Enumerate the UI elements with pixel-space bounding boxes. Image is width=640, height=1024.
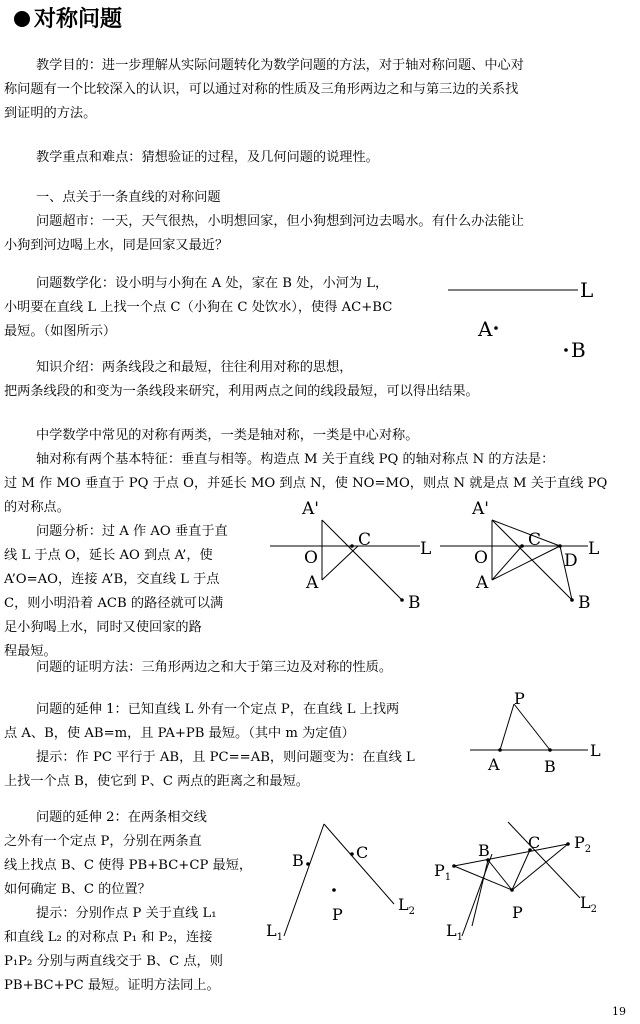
label-o: O bbox=[474, 548, 488, 568]
segment-cp bbox=[512, 850, 530, 890]
bullet-icon bbox=[14, 11, 30, 27]
knowledge-line-1: 知识介绍：两条线段之和最短，往往利用对称的思想， bbox=[36, 360, 353, 375]
label-a: A bbox=[478, 317, 493, 341]
label-a-prime: A' bbox=[302, 499, 319, 519]
line-l2 bbox=[508, 822, 580, 898]
point-p1 bbox=[452, 864, 456, 868]
analysis-line-1: 问题分析：过 A 作 AO 垂直于直 bbox=[36, 524, 228, 539]
extension2-hint-3: P₁P₂ 分别与两直线交于 B、C 点，则 bbox=[4, 954, 223, 969]
point-d bbox=[558, 544, 562, 548]
extension2-line-3: 线上找点 B、C 使得 PB+BC+CP 最短， bbox=[4, 858, 253, 873]
label-a: A bbox=[306, 573, 319, 593]
analysis-line-4: C，则小明沿着 ACB 的路径就可以满 bbox=[4, 596, 224, 611]
point-c bbox=[350, 852, 354, 856]
point-b bbox=[564, 348, 568, 352]
label-c: C bbox=[528, 833, 541, 852]
point-a bbox=[498, 748, 502, 752]
line-l1 bbox=[284, 824, 324, 936]
section-heading: 一、点关于一条直线的对称问题 bbox=[36, 190, 221, 205]
point-b bbox=[400, 598, 404, 602]
mathify-line-2: 小明要在直线 L 上找一个点 C（小狗在 C 处饮水），使得 AC+BC bbox=[4, 300, 393, 315]
mathify-line-3: 最短。（如图所示） bbox=[4, 324, 117, 339]
analysis-line-6: 程最短。 bbox=[4, 644, 57, 659]
extension2-line-2: 之外有一个定点 P，分别在两条直 bbox=[4, 834, 202, 849]
symmetry-line-1: 中学数学中常见的对称有两类，一类是轴对称，一类是中心对称。 bbox=[36, 428, 419, 443]
label-b: B bbox=[478, 841, 490, 860]
label-l1: $L_1$ bbox=[446, 921, 463, 943]
point-p2 bbox=[566, 842, 570, 846]
analysis-line-3: A’O=AO，连接 A’B，交直线 L 于点 bbox=[4, 572, 220, 587]
point-b bbox=[570, 598, 574, 602]
segment-extra bbox=[472, 860, 488, 926]
segment-p1p bbox=[454, 866, 512, 890]
label-p: P bbox=[512, 903, 523, 922]
line-l1 bbox=[462, 854, 492, 936]
label-p: P bbox=[332, 905, 343, 924]
point-c bbox=[350, 544, 354, 548]
label-b: B bbox=[571, 338, 586, 362]
extension2-hint-2: 和直线 L₂ 的对称点 P₁ 和 P₂，连接 bbox=[4, 930, 213, 945]
extension1-line-1: 问题的延伸 1：已知直线 L 外有一个定点 P，在直线 L 上找两 bbox=[36, 702, 400, 717]
segment-ad bbox=[492, 520, 560, 546]
point-b bbox=[548, 748, 552, 752]
problem-line-2: 小狗到河边喝上水，同是回家又最近？ bbox=[4, 238, 229, 253]
objective-line-2: 称问题有一个比较深入的认识，可以通过对称的性质及三角形两边之和与第三边的关系找 bbox=[4, 82, 519, 97]
segment-ac bbox=[492, 546, 522, 580]
key-points: 教学重点和难点：猜想验证的过程，及几何问题的说理性。 bbox=[36, 150, 379, 165]
segment-p1p2 bbox=[454, 844, 568, 866]
label-c: C bbox=[528, 530, 542, 550]
label-c: C bbox=[356, 843, 369, 862]
figure-extension-1 bbox=[470, 690, 610, 780]
point-p bbox=[332, 888, 336, 892]
extension2-hint-4: PB+BC+PC 最短。证明方法同上。 bbox=[4, 978, 220, 993]
point-p bbox=[510, 888, 514, 892]
segment-ac bbox=[322, 546, 358, 580]
label-a: A bbox=[488, 755, 500, 774]
label-p1: $P_1$ bbox=[434, 861, 452, 883]
symmetry-line-4: 的对称点。 bbox=[4, 500, 70, 515]
label-c: C bbox=[358, 530, 372, 550]
figure-reflection-2 bbox=[440, 498, 630, 618]
mathify-line-1: 问题数学化：设小明与小狗在 A 处，家在 B 处，小河为 L， bbox=[36, 276, 389, 291]
figure-line-points bbox=[440, 270, 620, 370]
analysis-line-5: 足小狗喝上水，同时又使回家的路 bbox=[4, 620, 202, 635]
label-d: D bbox=[564, 551, 578, 571]
label-l1: $L_1$ bbox=[266, 921, 283, 943]
line-l2 bbox=[324, 824, 394, 904]
label-p2: $P_2$ bbox=[574, 833, 592, 855]
extension1-hint-2: 上找一个点 B，使它到 P、C 两点的距离之和最短。 bbox=[4, 774, 309, 789]
segment-pa bbox=[500, 704, 514, 750]
point-b bbox=[306, 862, 310, 866]
problem-line-1: 问题超市：一天，天气很热，小明想回家，但小狗想到河边去喝水。有什么办法能让 bbox=[36, 214, 524, 229]
objective-line-1: 教学目的：进一步理解从实际问题转化为数学问题的方法，对于轴对称问题、中心对 bbox=[36, 58, 524, 73]
figure-extension-2b bbox=[432, 818, 612, 948]
figure-extension-2a bbox=[262, 816, 422, 946]
label-b: B bbox=[578, 593, 591, 613]
page-title: 对称问题 bbox=[14, 2, 122, 33]
label-o: O bbox=[304, 548, 318, 568]
point-a bbox=[494, 326, 498, 330]
extension1-line-2: 点 A、B，使 AB=m，且 PA+PB 最短。（其中 m 为定值） bbox=[4, 726, 355, 741]
label-l2: $L_2$ bbox=[580, 893, 597, 915]
label-l: L bbox=[590, 741, 601, 760]
analysis-line-2: 线 L 于点 O，延长 AO 到点 A’，使 bbox=[4, 548, 213, 563]
extension1-hint-1: 提示：作 PC 平行于 AB，且 PC==AB，则问题变为：在直线 L bbox=[36, 750, 415, 765]
symmetry-line-3: 过 M 作 MO 垂直于 PQ 于点 O，并延长 MO 到点 N，使 NO=MO，则点 N 就是点 M 关于直线 PQ bbox=[4, 476, 608, 491]
symmetry-line-2: 轴对称有两个基本特征：垂直与相等。构造点 M 关于直线 PQ 的轴对称点 N 的方法是： bbox=[36, 452, 555, 467]
objective-line-3: 到证明的方法。 bbox=[4, 106, 97, 121]
extension2-hint-1: 提示：分别作点 P 关于直线 L₁ bbox=[36, 906, 217, 921]
label-l2: $L_2$ bbox=[398, 895, 415, 917]
segment-pb bbox=[514, 704, 550, 750]
label-l: L bbox=[588, 539, 600, 559]
extension2-line-1: 问题的延伸 2：在两条相交线 bbox=[36, 810, 207, 825]
extension2-line-4: 如何确定 B、C 的位置？ bbox=[4, 882, 151, 897]
point-c bbox=[520, 544, 524, 548]
figure-reflection-1 bbox=[270, 498, 440, 618]
label-b: B bbox=[408, 593, 421, 613]
label-a: A bbox=[476, 573, 489, 593]
page-number: 19 bbox=[612, 1005, 626, 1018]
label-p: P bbox=[514, 689, 525, 708]
segment-ad-lower bbox=[492, 546, 560, 580]
label-l: L bbox=[420, 539, 432, 559]
label-l: L bbox=[580, 278, 594, 302]
label-b: B bbox=[544, 757, 556, 776]
label-b: B bbox=[292, 851, 304, 870]
proof-method: 问题的证明方法：三角形两边之和大于第三边及对称的性质。 bbox=[36, 660, 393, 675]
label-a-prime: A' bbox=[472, 499, 489, 519]
knowledge-line-2: 把两条线段的和变为一条线段来研究，利用两点之间的线段最短，可以得出结果。 bbox=[4, 384, 479, 399]
